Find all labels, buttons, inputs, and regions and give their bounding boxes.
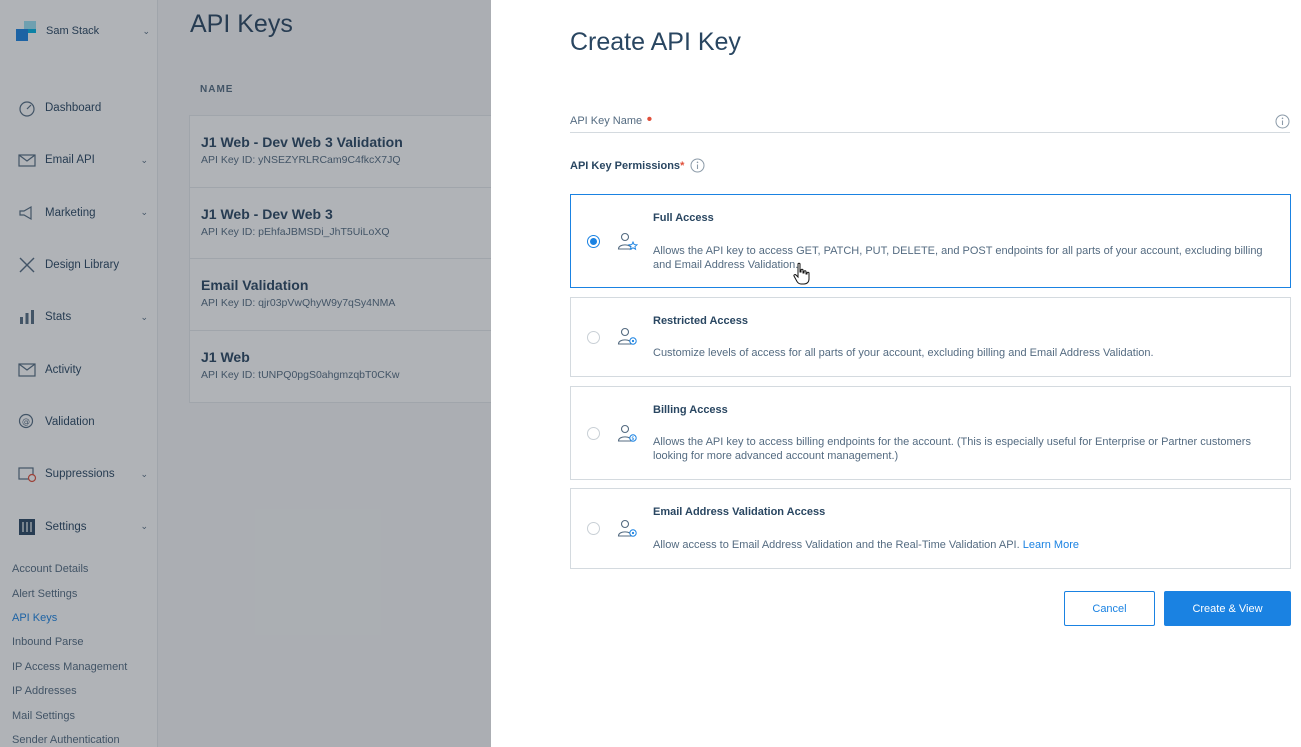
hand-cursor-icon [792, 262, 810, 286]
option-description: Allow access to Email Address Validation and the Real-Time Validation API. [653, 539, 1020, 551]
option-email-validation-access[interactable] [570, 488, 1291, 569]
svg-text:$: $ [631, 436, 635, 442]
permissions-label [570, 158, 705, 173]
option-title: Billing Access [653, 404, 728, 416]
chevron-down-icon: ⌄ [140, 521, 148, 532]
option-description: Allows the API key to access GET, PATCH, PUT, DELETE, and POST endpoints for all parts of your account, excluding billing and Email Address Validation. [653, 245, 1263, 271]
svg-text:@: @ [22, 416, 30, 426]
api-key-id: API Key ID: pEhfaJBMSDi_JhT5UiLoXQ [201, 225, 390, 238]
chevron-down-icon: ⌄ [142, 25, 150, 36]
account-name: Sam Stack [46, 25, 100, 37]
chevron-down-icon: ⌄ [140, 311, 148, 322]
settings-item-api-keys[interactable]: API Keys [12, 611, 58, 624]
api-key-id: API Key ID: qjr03pVwQhyW9y7qSy4NMA [201, 297, 396, 309]
required-mark: * [680, 159, 685, 172]
user-gear-icon [616, 326, 638, 348]
learn-more-link[interactable]: Learn More [1022, 539, 1079, 551]
user-billing-icon [616, 423, 638, 445]
radio-billing-access[interactable] [587, 427, 600, 440]
sidebar-item-label: Activity [45, 363, 82, 376]
chevron-down-icon: ⌄ [140, 154, 148, 165]
modal-backdrop[interactable] [0, 0, 491, 747]
info-icon[interactable] [690, 158, 705, 173]
chevron-down-icon: ⌄ [140, 468, 148, 479]
chevron-down-icon: ⌄ [140, 207, 148, 218]
sidebar-item-label: Dashboard [45, 102, 102, 115]
sidebar-item-label: Marketing [45, 206, 96, 219]
sidebar-item-label: Stats [45, 311, 72, 324]
option-description: Allows the API key to access billing endpoints for the account. (This is especially useful for Enterprise or Partner customers looking for more advanced account management.) [653, 436, 1251, 462]
settings-item-mail-settings[interactable]: Mail Settings [12, 709, 75, 722]
page-title: API Keys [190, 10, 293, 38]
option-description: Customize levels of access for all parts of your account, excluding billing and Email Address Validation. [653, 347, 1154, 359]
sidebar-item-label: Email API [45, 154, 95, 167]
radio-restricted-access[interactable] [587, 331, 600, 344]
option-title: Full Access [653, 212, 714, 224]
sidebar-item-label: Suppressions [45, 468, 115, 481]
sidebar-item-label: Validation [45, 415, 95, 428]
api-key-id: API Key ID: yNSEZYRLRCam9C4fkcX7JQ [201, 154, 401, 166]
api-key-id: API Key ID: tUNPQ0pgS0ahgmzqbT0CKw [201, 368, 400, 381]
option-billing-access[interactable] [570, 386, 1291, 480]
user-gear-icon [616, 518, 638, 540]
user-star-icon [616, 231, 638, 253]
drawer-title: Create API Key [570, 28, 741, 56]
api-key-name-field[interactable] [570, 111, 1290, 133]
settings-item-account-details[interactable]: Account Details [12, 563, 89, 576]
api-key-name: J1 Web [201, 348, 250, 365]
required-mark: • [646, 111, 653, 128]
settings-item-alert-settings[interactable]: Alert Settings [12, 587, 78, 600]
permissions-label-text: API Key Permissions [570, 159, 681, 172]
option-title: Restricted Access [653, 315, 748, 327]
create-and-view-button[interactable]: Create & View [1164, 591, 1291, 626]
sidebar-item-label: Settings [45, 520, 87, 533]
option-description-wrap [653, 538, 1263, 552]
sidebar-item-label: Design Library [45, 259, 120, 272]
create-api-key-drawer [491, 0, 1301, 747]
api-key-name: J1 Web - Dev Web 3 [201, 205, 333, 222]
option-full-access[interactable] [570, 194, 1291, 288]
radio-email-validation-access[interactable] [587, 522, 600, 535]
option-title: Email Address Validation Access [653, 506, 826, 518]
api-key-name: J1 Web - Dev Web 3 Validation [201, 134, 403, 150]
cancel-button[interactable]: Cancel [1064, 591, 1155, 626]
api-key-name: Email Validation [201, 277, 309, 293]
settings-item-inbound-parse[interactable]: Inbound Parse [12, 636, 84, 649]
settings-item-ip-addresses[interactable]: IP Addresses [12, 685, 77, 698]
settings-item-sender-authentication[interactable]: Sender Authentication [12, 733, 120, 746]
settings-item-ip-access-management[interactable]: IP Access Management [12, 660, 128, 673]
option-restricted-access[interactable] [570, 297, 1291, 377]
radio-full-access[interactable] [587, 235, 600, 248]
info-icon[interactable] [1275, 114, 1290, 129]
api-key-name-label: API Key Name [570, 115, 643, 127]
column-header-name: NAME [200, 84, 234, 95]
